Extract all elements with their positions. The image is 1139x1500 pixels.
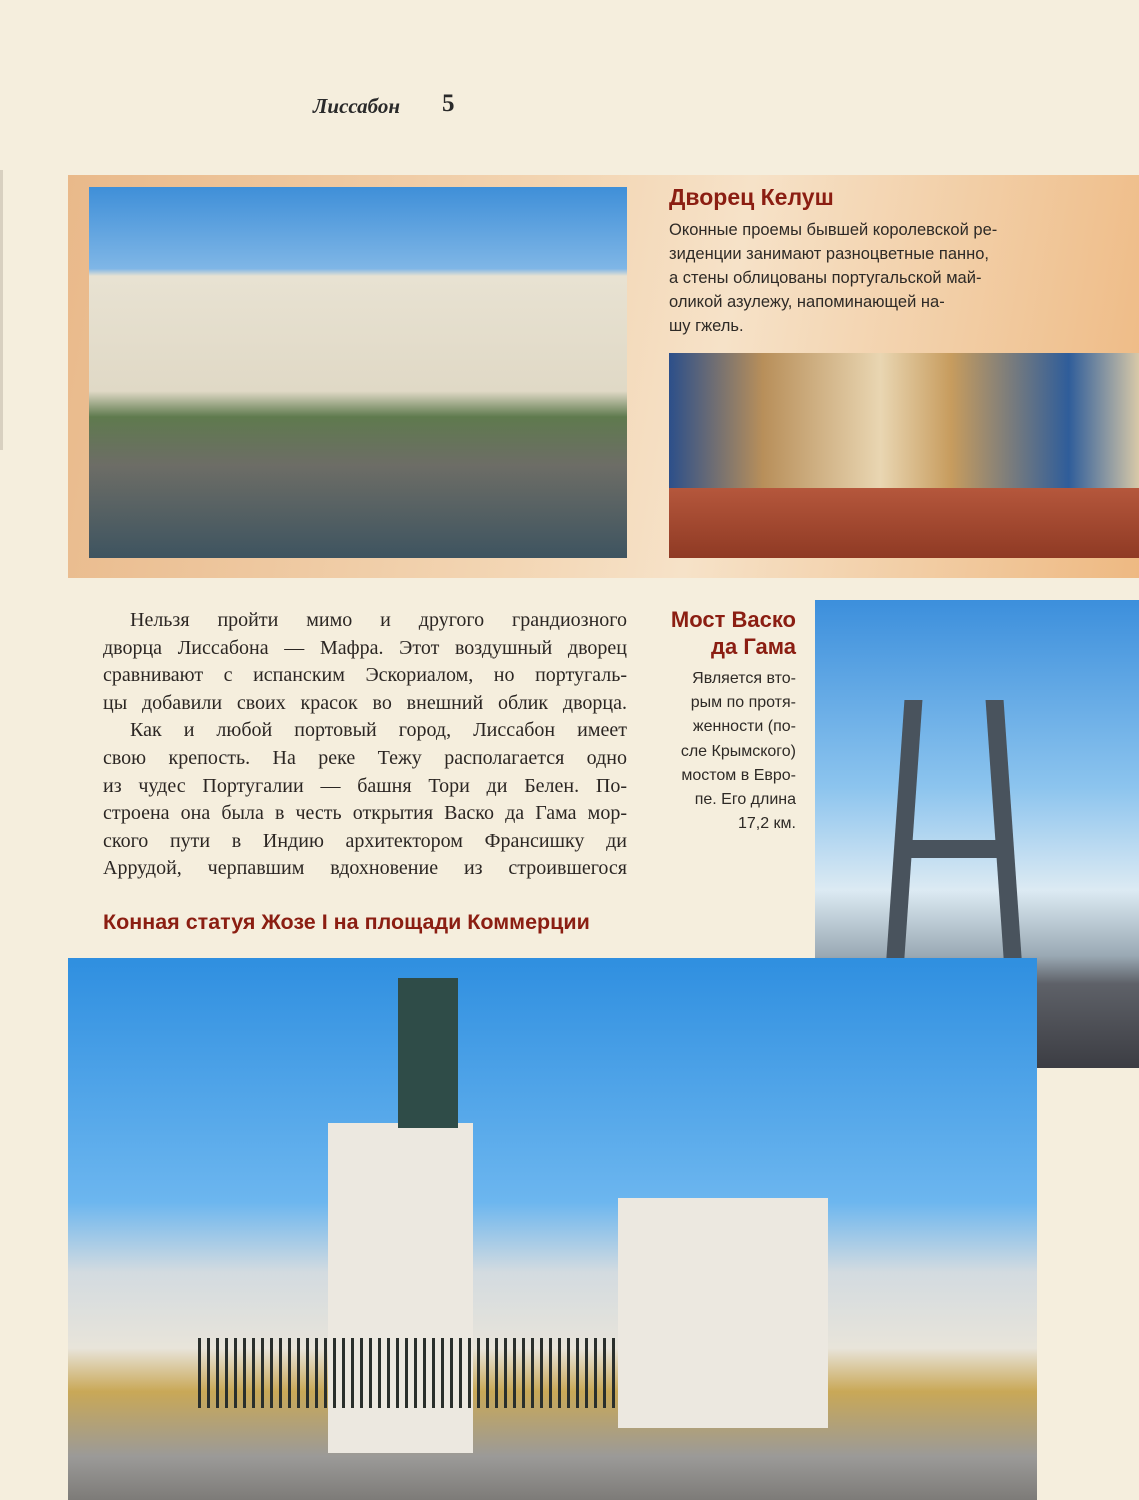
caption-line: оликой азулежу, напоминающей на- [669, 293, 945, 311]
bridge-title [620, 606, 796, 660]
bridge-line: мостом в Евро- [681, 766, 796, 784]
body-line: строена она была в честь открытия Васко да Гама мор- [103, 802, 627, 825]
queluz-title: Дворец Келуш [669, 184, 834, 210]
bridge-line: Является вто- [692, 670, 796, 687]
bridge-line: пе. Его длина [694, 791, 796, 809]
body-text [103, 607, 627, 883]
body-line: цы добавили своих красок во внешний облик дворца. [103, 691, 627, 714]
caption-line: Оконные проемы бывшей королевской ре- [669, 221, 998, 239]
caption-line: а стены облицованы португальской май- [669, 269, 982, 287]
caption-line: шу гжель. [669, 317, 744, 335]
bridge-title-line: да Гама [711, 634, 796, 659]
page-number: 5 [442, 90, 455, 117]
body-line: Нельзя пройти мимо и другого грандиозного [130, 609, 627, 631]
bridge-line: рым по протя- [690, 694, 796, 712]
body-line: Аррудой, черпавшим вдохновение из строившегося [103, 857, 627, 880]
queluz-interior-photo [669, 353, 1139, 558]
running-title: Лиссабон [313, 94, 401, 118]
body-line: Как и любой портовый город, Лиссабон имеет [130, 719, 627, 742]
bridge-line: 17,2 км. [737, 815, 796, 833]
page-edge [0, 170, 3, 450]
bridge-line: женности (по- [692, 718, 796, 736]
bridge-line: сле Крымского) [680, 742, 796, 760]
queluz-caption [669, 218, 1049, 338]
body-line: свою крепость. На реке Тежу располагается одно [103, 746, 627, 769]
body-line: сравнивают с испанским Эскориалом, но португаль- [103, 664, 627, 687]
commerce-square-photo [68, 958, 1037, 1500]
caption-line: зиденции занимают разноцветные панно, [669, 245, 989, 263]
body-line: из чудес Португалии — башня Тори ди Белен. По- [103, 774, 627, 797]
queluz-palace-photo [89, 187, 627, 558]
body-line: ского пути в Индию архитектором Франсишку ди [103, 829, 627, 852]
bridge-caption [640, 667, 796, 836]
body-line: дворца Лиссабона — Мафра. Этот воздушный дворец [103, 636, 627, 659]
bridge-title-line: Мост Васко [670, 607, 796, 632]
statue-section-title: Конная статуя Жозе I на площади Коммерции [103, 910, 590, 934]
